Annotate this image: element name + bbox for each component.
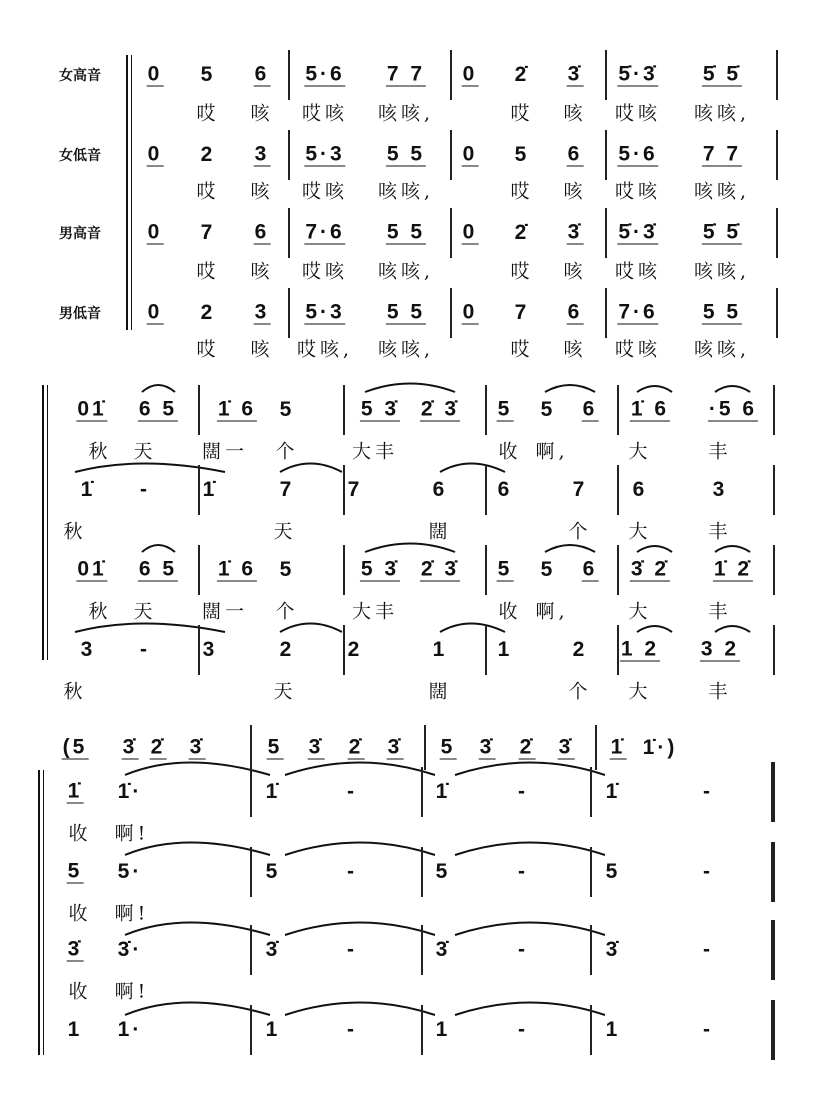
- note: -: [518, 1018, 528, 1041]
- note: 1·: [117, 1018, 143, 1041]
- barline: [198, 625, 200, 675]
- lyric: 咳: [250, 102, 274, 125]
- note: 1̇·: [117, 780, 143, 803]
- barline: [288, 50, 290, 100]
- intro-note: 3̇: [558, 735, 574, 759]
- note: 2: [572, 638, 588, 661]
- note: 1: [67, 1018, 83, 1041]
- lyric: 哎: [196, 180, 220, 203]
- lyric: 哎咳: [614, 102, 662, 125]
- lyric: 闊: [428, 520, 452, 543]
- note: 1̇: [80, 478, 96, 501]
- note: 5: [497, 397, 513, 421]
- note: 3̇: [265, 938, 281, 961]
- note: 5: [200, 63, 216, 86]
- note: 3: [254, 300, 270, 324]
- note: 5 5: [386, 220, 426, 244]
- barline: [450, 208, 452, 258]
- note: 1̇: [265, 780, 281, 803]
- note: 3̇ 2̇: [630, 557, 670, 581]
- intro-note: 3̇: [479, 735, 495, 759]
- lyric: 咳咳,: [693, 260, 751, 283]
- note: 5 3̇: [360, 557, 400, 581]
- lyric: 咳咳,: [377, 180, 435, 203]
- note: 1 2: [620, 637, 660, 661]
- note: 5: [279, 398, 295, 421]
- intro-note: 2̇: [348, 735, 364, 759]
- intro-note: (5: [62, 735, 88, 759]
- note: 7·6: [305, 220, 345, 244]
- note: 2: [347, 638, 363, 661]
- note: -: [518, 860, 528, 883]
- barline: [250, 1005, 252, 1055]
- note: -: [703, 780, 713, 803]
- lyric: 咳咳,: [377, 260, 435, 283]
- lyric: 咳咳,: [693, 338, 751, 361]
- barline: [605, 288, 607, 338]
- note: 3: [80, 638, 96, 661]
- note: 5̇·3̇: [618, 220, 658, 244]
- note: 6: [632, 478, 648, 501]
- end-barline: [771, 762, 775, 822]
- note: 5̇ 5̇: [702, 220, 742, 244]
- note: -: [140, 638, 150, 661]
- barline: [343, 385, 345, 435]
- note: 7 7: [702, 142, 742, 166]
- barline: [776, 130, 778, 180]
- note: 1: [265, 1018, 281, 1041]
- note: 01̇: [77, 397, 107, 421]
- barline: [288, 288, 290, 338]
- lyric: 咳咳,: [693, 180, 751, 203]
- note: 7: [572, 478, 588, 501]
- lyric: 大: [628, 680, 652, 703]
- intro-note: 1̇: [610, 735, 626, 759]
- note: 3̇: [567, 62, 583, 86]
- barline: [605, 130, 607, 180]
- note: 7: [200, 221, 216, 244]
- lyric: 收: [68, 980, 92, 1003]
- note: 0: [462, 300, 478, 324]
- note: -: [347, 780, 357, 803]
- barline: [773, 385, 775, 435]
- lyric: 大: [628, 520, 652, 543]
- note: ·5 6: [708, 397, 758, 421]
- intro-note: 3̇: [308, 735, 324, 759]
- note: 5·: [117, 860, 143, 883]
- intro-note: 1̇·): [642, 736, 678, 759]
- lyric: 咳: [250, 180, 274, 203]
- lyric: 啊,: [535, 600, 569, 623]
- note: 6 5: [138, 557, 178, 581]
- lyric: 咳: [563, 260, 587, 283]
- part-label: 女高音: [59, 68, 101, 84]
- note: -: [703, 1018, 713, 1041]
- lyric: 咳: [563, 102, 587, 125]
- note: 3̇: [67, 937, 83, 961]
- note: 5: [514, 143, 530, 166]
- barline: [617, 545, 619, 595]
- note: 6: [567, 300, 583, 324]
- note: 1̇ 6: [217, 397, 257, 421]
- lyric: 收: [68, 902, 92, 925]
- note: -: [347, 1018, 357, 1041]
- note: 2̇ 3̇: [420, 397, 460, 421]
- barline: [450, 50, 452, 100]
- barline: [773, 625, 775, 675]
- lyric: 大: [628, 600, 652, 623]
- part-label: 女低音: [59, 148, 101, 164]
- barline: [605, 208, 607, 258]
- note: 5̇ 5̇: [702, 62, 742, 86]
- note: 1: [435, 1018, 451, 1041]
- lyric: 个: [568, 680, 592, 703]
- barline: [421, 847, 423, 897]
- barline: [776, 50, 778, 100]
- end-barline: [771, 1000, 775, 1060]
- lyric: 丰: [708, 680, 732, 703]
- lyric: 闊: [428, 680, 452, 703]
- note: 0: [462, 142, 478, 166]
- barline: [421, 767, 423, 817]
- note: 7 7: [386, 62, 426, 86]
- lyric: 哎: [196, 338, 220, 361]
- note: 5: [540, 398, 556, 421]
- lyric: 啊,: [535, 440, 569, 463]
- note: 3̇: [435, 938, 451, 961]
- note: 3 2: [700, 637, 740, 661]
- note: 7: [279, 478, 295, 501]
- note: 0: [462, 62, 478, 86]
- lyric: 哎: [510, 260, 534, 283]
- note: 1̇ 6: [217, 557, 257, 581]
- lyric: 个: [275, 600, 299, 623]
- lyric: 哎咳: [301, 180, 349, 203]
- note: -: [140, 478, 150, 501]
- intro-note: 2̇: [519, 735, 535, 759]
- barline: [617, 625, 619, 675]
- part-label: 男高音: [59, 226, 101, 242]
- barline: [773, 465, 775, 515]
- lyric: 天: [133, 440, 157, 463]
- lyric: 哎咳,: [296, 338, 354, 361]
- note: 0: [147, 220, 163, 244]
- note: -: [703, 938, 713, 961]
- note: 1: [605, 1018, 621, 1041]
- note: 6: [254, 220, 270, 244]
- lyric: 个: [568, 520, 592, 543]
- lyric: 哎咳: [301, 102, 349, 125]
- note: -: [347, 860, 357, 883]
- barline: [590, 925, 592, 975]
- note: 3: [202, 638, 218, 661]
- note: 6: [582, 397, 598, 421]
- barline: [343, 545, 345, 595]
- note: 2̇ 3̇: [420, 557, 460, 581]
- note: 01̇: [77, 557, 107, 581]
- lyric: 丰: [708, 440, 732, 463]
- barline: [343, 465, 345, 515]
- lyric: 闊一: [201, 440, 249, 463]
- note: 5: [435, 860, 451, 883]
- note: 6 5: [138, 397, 178, 421]
- note: 1̇: [67, 779, 83, 803]
- barline: [590, 1005, 592, 1055]
- barline: [776, 208, 778, 258]
- note: -: [347, 938, 357, 961]
- lyric: 丰: [708, 520, 732, 543]
- note: 2: [200, 143, 216, 166]
- note: 1̇: [435, 780, 451, 803]
- note: 5̇·3̇: [618, 62, 658, 86]
- barline: [450, 130, 452, 180]
- note: 6: [582, 557, 598, 581]
- barline: [485, 545, 487, 595]
- intro-note: 2̇: [150, 735, 166, 759]
- lyric: 收: [498, 600, 522, 623]
- note: 5 5: [386, 142, 426, 166]
- note: 1̇: [202, 478, 218, 501]
- note: 5: [497, 557, 513, 581]
- lyric: 咳: [250, 260, 274, 283]
- lyric: 秋: [63, 680, 87, 703]
- intro-note: 3̇: [189, 735, 205, 759]
- lyric: 收: [68, 822, 92, 845]
- note: 5·6: [305, 62, 345, 86]
- note: -: [518, 938, 528, 961]
- lyric: 天: [273, 520, 297, 543]
- lyric: 大丰: [351, 440, 399, 463]
- lyric: 啊!: [114, 822, 150, 845]
- note: 5: [279, 558, 295, 581]
- lyric: 咳咳,: [377, 338, 435, 361]
- note: 5·3: [305, 142, 345, 166]
- note: 5 5: [386, 300, 426, 324]
- lyric: 收: [498, 440, 522, 463]
- lyric: 哎: [510, 338, 534, 361]
- lyric: 天: [273, 680, 297, 703]
- barline: [421, 925, 423, 975]
- lyric: 啊!: [114, 902, 150, 925]
- lyric: 哎: [196, 260, 220, 283]
- barline: [595, 725, 597, 770]
- lyric: 哎咳: [301, 260, 349, 283]
- barline: [485, 625, 487, 675]
- lyric: 秋: [88, 600, 112, 623]
- note: 2: [279, 638, 295, 661]
- note: 7: [347, 478, 363, 501]
- note: 7: [514, 301, 530, 324]
- lyric: 哎: [510, 102, 534, 125]
- note: 3̇: [605, 938, 621, 961]
- note: -: [518, 780, 528, 803]
- end-barline: [771, 920, 775, 980]
- note: 7·6: [618, 300, 658, 324]
- lyric: 咳咳,: [693, 102, 751, 125]
- note: 3̇: [567, 220, 583, 244]
- barline: [250, 925, 252, 975]
- note: 6: [254, 62, 270, 86]
- barline: [424, 725, 426, 770]
- note: 6: [432, 478, 448, 501]
- lyric: 个: [275, 440, 299, 463]
- barline: [288, 130, 290, 180]
- lyric: 哎: [510, 180, 534, 203]
- barline: [343, 625, 345, 675]
- barline: [250, 725, 252, 770]
- part-label: 男低音: [59, 306, 101, 322]
- note: 3: [254, 142, 270, 166]
- note: 5·6: [618, 142, 658, 166]
- lyric: 哎咳: [614, 338, 662, 361]
- barline: [198, 385, 200, 435]
- barline: [198, 465, 200, 515]
- lyric: 秋: [88, 440, 112, 463]
- note: 5: [67, 859, 83, 883]
- note: 5·3: [305, 300, 345, 324]
- lyric: 大丰: [351, 600, 399, 623]
- barline: [450, 288, 452, 338]
- barline: [250, 847, 252, 897]
- note: 0: [147, 300, 163, 324]
- barline: [590, 767, 592, 817]
- lyric: 咳咳,: [377, 102, 435, 125]
- lyric: 咳: [563, 180, 587, 203]
- barline: [288, 208, 290, 258]
- note: 5: [605, 860, 621, 883]
- note: 0: [462, 220, 478, 244]
- lyric: 丰: [708, 600, 732, 623]
- end-barline: [771, 842, 775, 902]
- barline: [605, 50, 607, 100]
- note: 5: [540, 558, 556, 581]
- barline: [776, 288, 778, 338]
- note: 1: [497, 638, 513, 661]
- lyric: 秋: [63, 520, 87, 543]
- note: 3: [712, 478, 728, 501]
- intro-note: 5: [267, 735, 283, 759]
- lyric: 闊一: [201, 600, 249, 623]
- note: -: [703, 860, 713, 883]
- barline: [250, 767, 252, 817]
- lyric: 哎咳: [614, 260, 662, 283]
- note: 1̇ 6: [630, 397, 670, 421]
- note: 1̇: [605, 780, 621, 803]
- lyric: 哎咳: [614, 180, 662, 203]
- lyric: 天: [133, 600, 157, 623]
- note: 0: [147, 62, 163, 86]
- lyric: 咳: [563, 338, 587, 361]
- note: 2̇: [514, 63, 530, 86]
- lyric: 大: [628, 440, 652, 463]
- barline: [198, 545, 200, 595]
- lyric: 哎: [196, 102, 220, 125]
- note: 6: [497, 478, 513, 501]
- barline: [590, 847, 592, 897]
- barline: [617, 465, 619, 515]
- barline: [485, 465, 487, 515]
- intro-note: 3̇: [387, 735, 403, 759]
- note: 5 3̇: [360, 397, 400, 421]
- intro-note: 5: [440, 735, 456, 759]
- note: 2: [200, 301, 216, 324]
- note: 1: [432, 638, 448, 661]
- lyric: 咳: [250, 338, 274, 361]
- barline: [421, 1005, 423, 1055]
- note: 6: [567, 142, 583, 166]
- barline: [617, 385, 619, 435]
- note: 5: [265, 860, 281, 883]
- intro-note: 3̇: [122, 735, 138, 759]
- note: 3̇·: [117, 938, 143, 961]
- barline: [485, 385, 487, 435]
- note: 1̇ 2̇: [713, 557, 753, 581]
- note: 2̇: [514, 221, 530, 244]
- lyric: 啊!: [114, 980, 150, 1003]
- note: 5 5: [702, 300, 742, 324]
- barline: [773, 545, 775, 595]
- note: 0: [147, 142, 163, 166]
